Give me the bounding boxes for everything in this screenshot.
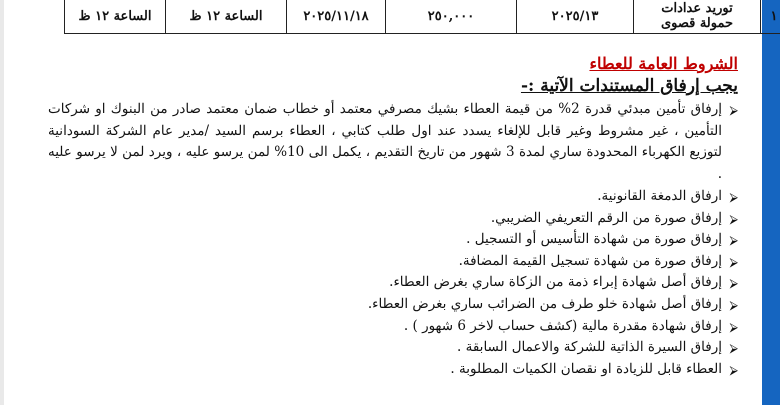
tender-date-cell: ٢٠٢٥/١١/١٨: [287, 0, 386, 34]
checkbox-arrow-icon: ⮚: [729, 362, 738, 377]
requirements-list: [48, 99, 738, 378]
checkbox-arrow-icon: ⮚: [729, 276, 738, 291]
tender-table-fragment: [64, 0, 780, 34]
checkbox-arrow-icon: ⮚: [729, 297, 738, 312]
tender-ref-cell: ٢٠٢٥/١٣: [517, 0, 634, 34]
tender-type-cell: [634, 0, 761, 34]
checkbox-arrow-icon: ⮚: [729, 254, 738, 269]
tender-time-cell-2: الساعة ١٢ ظ: [65, 0, 166, 34]
list-item: ⮚ إرفاق أصل شهادة خلو طرف من الضرائب ساري بغرض العطاء.: [48, 295, 738, 314]
page-side-bar: [762, 0, 780, 405]
list-item: ⮚ إرفاق صورة من الرقم التعريفي الضريبي.: [48, 209, 738, 228]
list-item: ⮚ إرفاق أصل شهادة إبراء ذمة من الزكاة ساري بغرض العطاء.: [48, 273, 738, 292]
row-number: ١: [761, 0, 780, 34]
list-item: ⮚ إرفاق السيرة الذاتية للشركة والاعمال السابقة .: [48, 338, 738, 357]
tender-type-line2: حمولة قصوى: [660, 16, 734, 31]
list-item: ⮚ إرفاق صورة من شهادة تسجيل القيمة المضافة.: [48, 252, 738, 271]
list-item: ⮚ إرفاق صورة من شهادة التأسيس أو التسجيل .: [48, 230, 738, 249]
tender-amount-cell: ٢٥٠,٠٠٠: [386, 0, 517, 34]
general-conditions-section: [48, 52, 738, 381]
checkbox-arrow-icon: ⮚: [729, 190, 738, 204]
checkbox-arrow-icon: ⮚: [729, 233, 738, 248]
tender-type-line1: توريد عدادات: [661, 1, 733, 16]
checkbox-arrow-icon: ⮚: [729, 341, 738, 356]
required-documents-heading: يجب إرفاق المستندات الآتية :-: [520, 76, 738, 96]
checkbox-arrow-icon: ⮚: [729, 103, 738, 117]
list-item: ⮚ إرفاق تأمين مبدئي قدرة 2% من قيمة العطاء بشيك مصرفي معتمد أو خطاب ضمان معتمد صادر من البنوك او شركات التأمين ، غير مشروط وغير قابل للإلغاء يسدد عند اول طلب كتابي ، العطاء برسم السيد /مدير عام الشركة السودانية لتوزيع الكهرباء المحدودة ساري لمدة 3 شهور من تاريخ التقديم ، يكمل الى 10% لمن يرسو عليه ، ويرد لمن لا يرسو عليه .: [48, 101, 738, 182]
left-edge-strip: [0, 0, 4, 405]
list-item: ⮚ ارفاق الدمغة القانونية.: [48, 187, 738, 206]
section-title: الشروط العامة للعطاء: [589, 54, 738, 73]
checkbox-arrow-icon: ⮚: [729, 319, 738, 334]
checkbox-arrow-icon: ⮚: [729, 211, 738, 226]
list-item: ⮚ العطاء قابل للزيادة او نقصان الكميات المطلوبة .: [48, 360, 738, 379]
list-item: ⮚ إرفاق شهادة مقدرة مالية (كشف حساب لاخر 6 شهور ) .: [48, 317, 738, 336]
tender-time-cell-1: الساعة ١٢ ظ: [166, 0, 287, 34]
table-row: [65, 0, 780, 34]
